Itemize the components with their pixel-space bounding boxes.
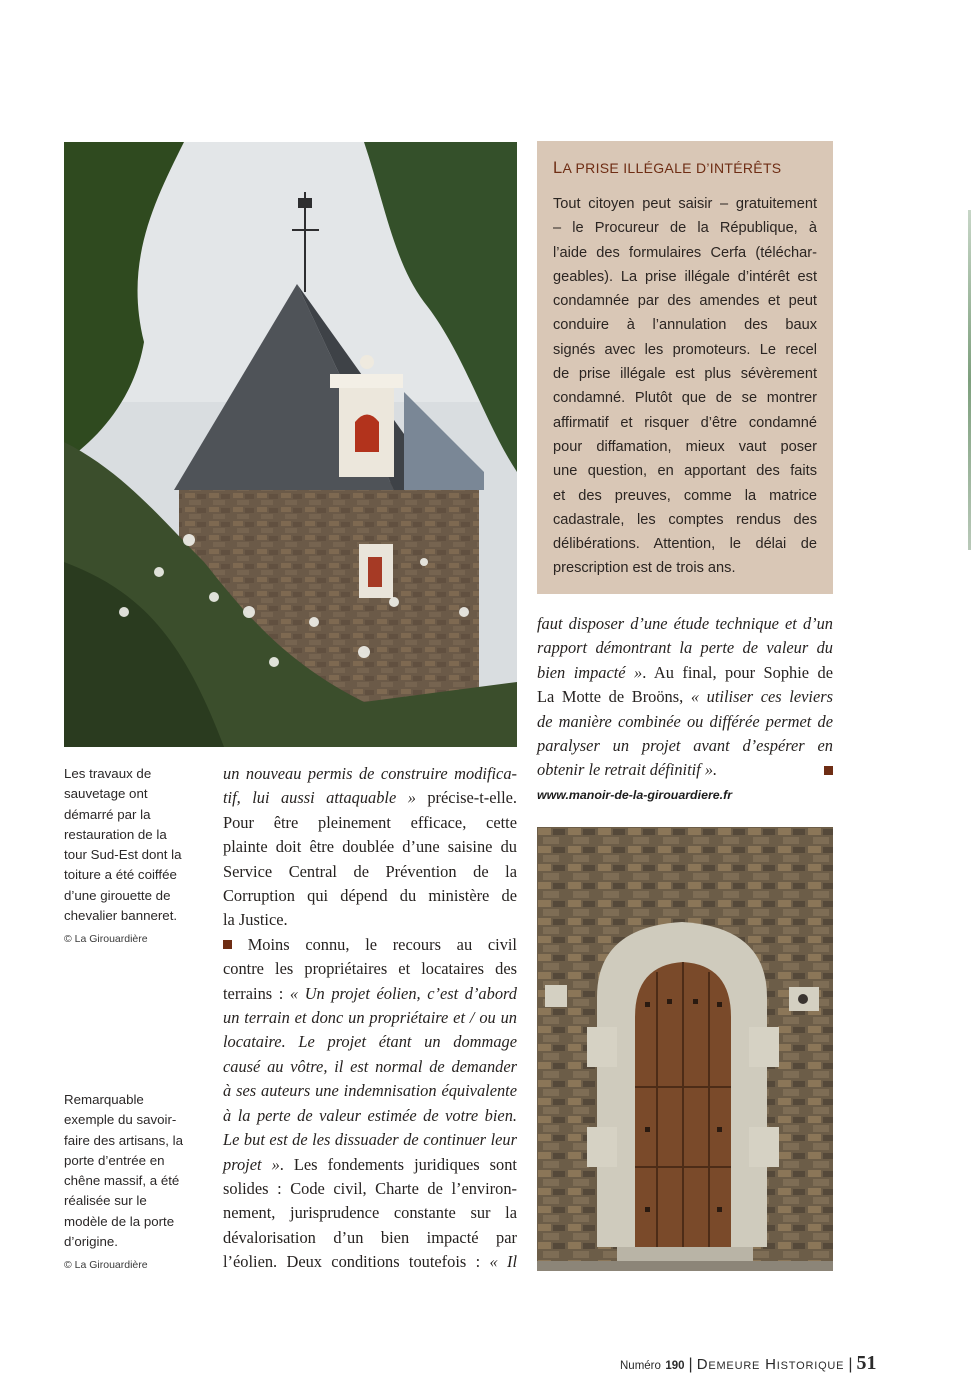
text-line: paralyser un projet avant d’espérer en [537,736,833,756]
footer-separator: | [688,1356,693,1373]
caption-line: tour Sud-Est dont la [64,847,182,863]
caption-line: Les travaux de [64,766,152,781]
text-line: un nouveau permis de construire modifica- [223,764,517,783]
sidebar-line: une question, en apportant des faits [553,463,817,480]
text-line: à la perte de valeur estimée de votre bien. [223,1105,517,1125]
sidebar-body [553,192,817,581]
sidebar-title: LA PRISE ILLÉGALE D’INTÉRÊTS [553,159,782,177]
middle-column-text [223,762,517,1275]
text-line: Moins connu, le recours au civil [223,933,517,957]
text-line: contre les propriétaires et locataires des [223,959,517,979]
page-edge-bleed [968,210,971,550]
text-line: bien impacté ». Au final, pour Sophie de [537,662,833,682]
page-footer [620,1352,932,1375]
caption-line: toiture a été coiffée [64,867,177,883]
sidebar-line: conduire à l’annulation des baux [553,317,817,334]
text-line: projet ». Les fondements juridiques sont [223,1154,517,1174]
caption-line: exemple du savoir- [64,1112,177,1128]
caption-line: d’une girouette de [64,887,171,903]
caption-line: sauvetage ont [64,786,148,802]
website-link[interactable]: www.manoir-de-la-girouardiere.fr [537,788,733,802]
text-line: un terrain et donc un propriétaire et / ou un [223,1008,517,1028]
caption-line: porte d’entrée en [64,1152,165,1168]
text-line: Le but est de les dissuader de continuer leur [223,1130,517,1150]
sidebar-line: condamné. Plutôt que de se montrer [553,390,817,407]
text-line: Corruption qui dépend du ministère de [223,886,517,906]
caption-line: restauration de la [64,826,167,842]
sidebar-line: – le Procureur de la République, à [553,220,817,237]
caption-line: réalisée sur le [64,1193,147,1209]
footer-separator: | [848,1356,853,1373]
caption-line: démarré par la [64,806,151,822]
door-illustration [537,827,833,1271]
text-line: Pour être pleinement efficace, cette [223,812,517,832]
caption-line: faire des artisans, la [64,1132,183,1148]
text-line: rapport démontrant la perte de valeur du [537,638,833,658]
sidebar-line: cadastrale, les comptes rendus des [553,511,817,528]
magazine-title: Demeure Historique [696,1356,845,1373]
text-line: terrains : « Un projet éolien, c’est d’abord [223,983,517,1003]
end-square-icon [824,766,833,775]
text-line: plainte doit être doublée d’une saisine du [223,837,517,857]
page-number: 51 [856,1352,877,1374]
issue-label: Numéro [620,1360,661,1372]
sidebar-box [537,141,833,594]
text-line: La Motte de Broöns, « utiliser ces leviers [537,687,833,707]
photo-credit: © La Girouardière [64,1259,148,1272]
issue-number: 190 [665,1360,685,1372]
sidebar-line: Tout citoyen peut saisir – gratuitement [553,196,817,212]
text-line: de manière combinée ou différée permet de [537,711,833,731]
text-line: la Justice. [223,910,288,930]
text-line: dévalorisation d’un bien impacté par [223,1227,517,1247]
caption-line: chêne massif, a été [64,1173,180,1189]
sidebar-line: signés avec les promoteurs. Le recel [553,341,817,358]
sidebar-line: de prise illégale est plus sévèrement [553,366,817,383]
sidebar-line: affirmatif et risquer d’être condamné [553,414,817,431]
text-line: faut disposer d’une étude technique et d’un [537,614,833,633]
caption-line: modèle de la porte [64,1213,175,1229]
sidebar-line: l’aide des formulaires Cerfa (téléchar- [553,244,817,261]
photo-caption-door [64,1090,204,1276]
tower-photo [64,142,517,747]
sidebar-line: prescription est de trois ans. [553,560,736,577]
sidebar-line: condamnée par des amendes et peut [553,293,817,310]
text-line: causé au vôtre, il est normal de demander [223,1056,517,1076]
photo-credit: © La Girouardière [64,933,148,946]
caption-line: chevalier banneret. [64,908,178,924]
right-column-text [537,612,833,783]
text-line: l’éolien. Deux conditions toutefois : « Il [223,1252,517,1272]
text-line: solides : Code civil, Charte de l’environ- [223,1178,517,1198]
caption-line: Remarquable [64,1092,144,1107]
caption-line: d’origine. [64,1234,118,1250]
sidebar-line: geables). La prise illégale d’intérêt est [553,268,817,285]
tower-illustration [64,142,517,747]
text-line: locataire. Le projet étant un dommage [223,1032,517,1052]
text-line: nement, jurisprudence constante sur la [223,1203,517,1223]
section-square-icon [223,940,232,949]
text-line: à ses auteurs une indemnisation équivalente [223,1081,517,1101]
door-photo [537,827,833,1271]
text-line: obtenir le retrait définitif ». [537,758,833,782]
sidebar-line: délibérations. Attention, le délai de [553,536,817,553]
text-line: tif, lui aussi attaquable » précise-t-elle. [223,788,517,808]
sidebar-line: pour diffamation, mieux vaut poser [553,438,817,455]
sidebar-line: et des preuves, comme la matrice [553,487,817,504]
text-line: Service Central de Prévention de la [223,861,517,881]
photo-caption-tower [64,764,204,950]
